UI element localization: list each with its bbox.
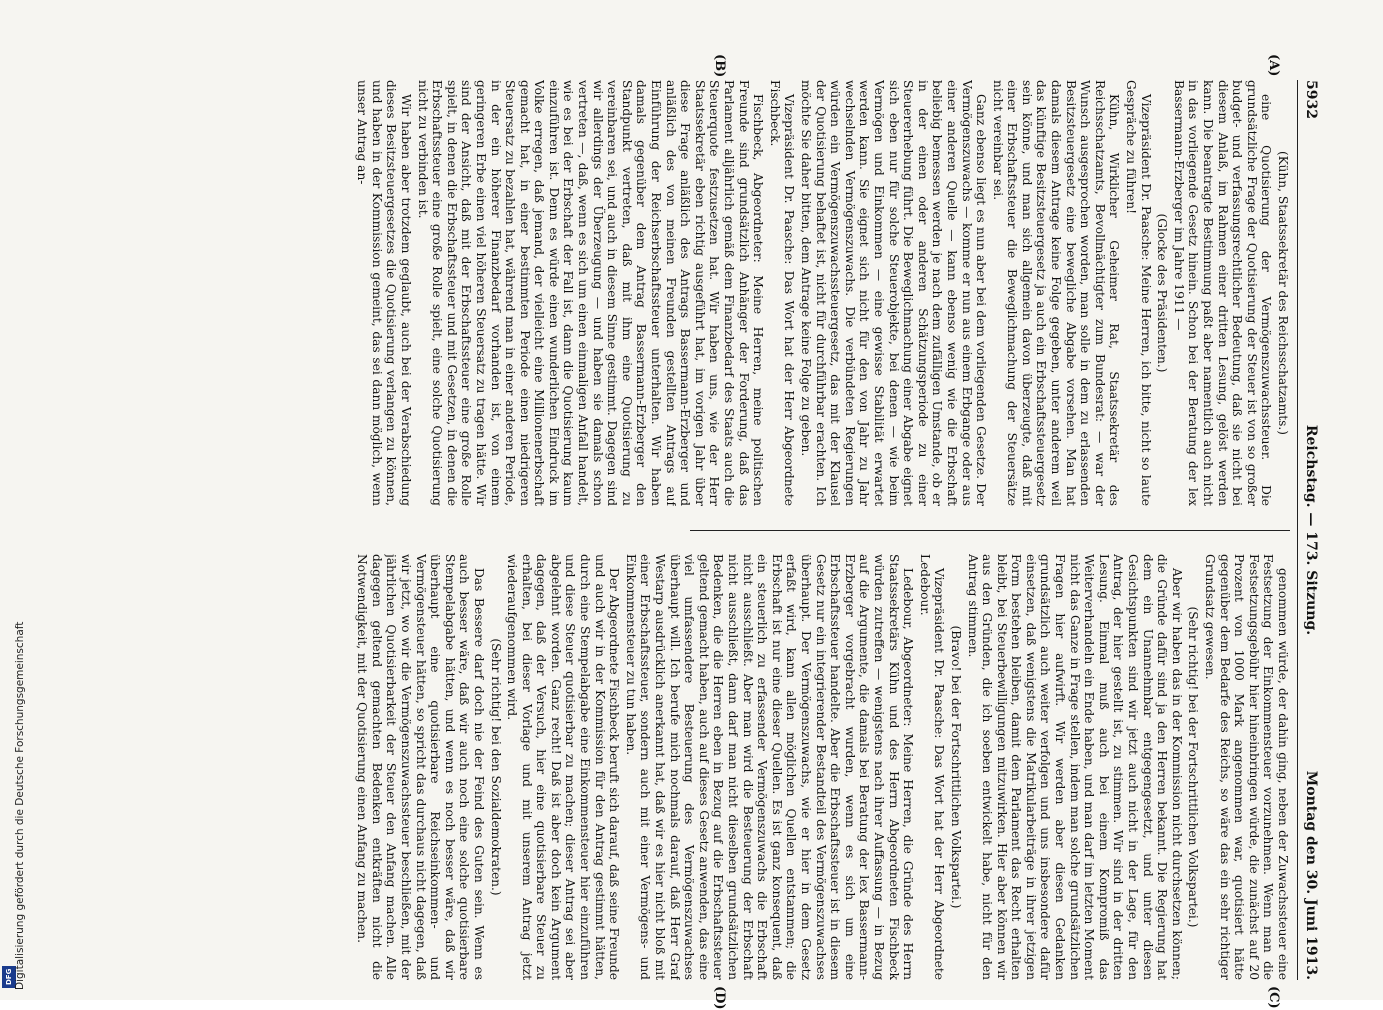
interjection: (Sehr richtig! bei den Sozialdemokraten.) xyxy=(488,638,503,896)
interjection: (Bravo! bei der Fortschrittlichen Volkspartei.) xyxy=(948,625,963,909)
paragraph: Kühn, Wirklicher Geheimer Rat, Staatssekretär des Reichsschatzamts, Bevollmächtigter zum Bundesrat: — war der Wunsch ausgesprochen worden, man solle in dem zu erlassenden Besitzsteuergesetz eine bewegliche Abgabe vorsehen. Man hat damals diesem Antrage keine Folge gegeben, unter anderem weil das künftige Besitzsteuergesetz ja auch ein Erbschaftssteuergesetz sein könne, und man sich allgemein davon überzeugte, daß mit einer Erbschaftssteuer die Beweglichmachung der Steuersätze nicht vereinbar sei. xyxy=(990,80,1122,506)
digitization-credit: Digitalisierung gefördert durch die Deutsche Forschungsgemeinschaft xyxy=(14,621,26,990)
marker-c: (C) xyxy=(1266,986,1281,1009)
paragraph: Wir haben aber trotzdem geglaubt, auch bei der Verabschiedung dieses Besitzsteuergesetzes die Quotisierung verlangen zu können, und haben in der Kommission gemeint, das sei dann möglich, wenn unser Antrag an- xyxy=(355,80,413,506)
interjection: (Glocke des Präsidenten.) xyxy=(1155,213,1170,373)
paragraph: Ledebour, Abgeordneter: Meine Herren, die Gründe des Herrn Staatssekretärs Kühn und des Herrn Abgeordneten Fischbeck würden zutreffen — wenigstens nach ihrer Auffassung — in Bezug auf die Argumente, die damals bei Beratung der lex Bassermann-Erzberger vorgebracht wurden, wenn es sich um eine Erbschaftssteuer handelte. Aber die Erbschaftssteuer ist in diesem Gesetz nur ein integrierender Bestandteil des Vermögenszuwachses überhaupt. Der Vermögenszuwachs, wie er hier in dem Gesetz erfaßt wird, kann allen möglichen Quellen entstammen; die Erbschaft ist nur eine dieser Quellen. Es ist ganz konsequent, daß ein steuerlich zu erfassender Vermögenszuwachs die Erbschaft nicht ausschließt. Aber man wird die Besteuerung der Erbschaft nicht ausschließt, dann darf man nicht dieselben grundsätzlichen Bedenken, die die Herren eben in Bezug auf die Erbschaftssteuer geltend gemacht haben, auch auf dieses Gesetz anwenden, das eine viel umfassendere Besteuerung des Vermögenszuwachses überhaupt will. Ich berufe mich nochmals darauf, daß Herr Graf Westarp ausdrücklich anerkannt hat, daß wir es hier nicht bloß mit einer Erbschaftssteuer, sondern auch mit einer Vermögens- und Einkommensteuer zu tun haben. xyxy=(623,554,916,980)
page-header xyxy=(1297,80,1320,980)
right-column xyxy=(353,554,1290,980)
page-number: 5932 xyxy=(1303,80,1319,119)
paragraph: Der Abgeordnete Fischbeck beruft sich darauf, daß seine Freunde und auch wir in der Kommission für den Antrag gestimmt hätten, durch eine Stempelabgabe eine Einkommensteuer hier einzuführen und diese Steuer quotisierbar zu machen; dieser Antrag sei aber abgelehnt worden. Ganz recht! Daß ist aber doch kein Argument dagegen, daß der Versuch, hier eine quotisierbare Steuer zu erhalten, bei dieser Vorlage und mit unserem Antrag jetzt wiederaufgenommen wird. xyxy=(505,554,622,980)
marker-b: (B) xyxy=(712,54,727,78)
paragraph: eine Quotisierung der Vermögenszuwachssteuer. Die grundsätzliche Frage der Quotisierung der Steuer ist von so großer budget- und verfassungsrechtlicher Bedeutung, daß sie nicht bei diesem Anlaß, im Rahmen einer dritten Lesung, gelöst werden kann. Die beantragte Bestimmung paßt aber namentlich auch nicht in das vorliegende Gesetz hinein. Schon bei der Beratung der lex Bassermann-Erzberger im Jahre 1911 — xyxy=(1171,80,1274,506)
paragraph: Vizepräsident Dr. Paasche: Meine Herren, ich bitte, nicht so laute Gespräche zu führen! xyxy=(1124,80,1153,506)
paragraph: Aber wir haben das in der Kommission nicht durchsetzen können; die Gründe dafür sind ja den Herren bekannt. Die Regierung hat dem ein Unannehmbar entgegengesetzt, und unter diesen Gesichtspunkten sind wir jetzt auch nicht in der Lage, für den Antrag, der hier gestellt ist, zu stimmen. Wir sind in der dritten Lesung. Einmal muß auch bei einem Kompromiß das Weiterverhandeln ein Ende haben, und man darf im letzten Moment nicht das Ganze in Frage stellen, indem man solche grundsätzlichen Fragen hier aufwirft. Wir werden aber diesen Gedanken grundsätzlich auch weiter verfolgen und uns insbesondere dafür einsetzen, daß wenigstens die Matrikularbeiträge in ihrer jetzigen Form bestehen bleiben, damit dem Parlament das Recht erhalten bleibt, bei Steuerbewilligungen mitzuwirken. Hier aber können wir aus den Gründen, die ich soeben entwickelt habe, nicht für den Antrag stimmen. xyxy=(965,554,1184,980)
paragraph: Das Bessere darf doch nie der Feind des Guten sein. Wenn es auch besser wäre, daß wir auch noch eine solche quotisierbare Stempelabgabe hätten, und wenn es noch besser wäre, daß wir überhaupt eine quotisierbare Reichseinkommen- und Vermögensteuer hätten, so spricht das durchaus nicht dagegen, daß wir jetzt, wo wir die Vermögenszuwachssteuer beschließen, mit der jährlichen Quotisierbarkeit der Steuer den Anfang machen. Alle dagegen geltend gemachten Bedenken entkräften nicht die Notwendigkeit, mit der Quotisierung einen Anfang zu machen. xyxy=(355,554,486,980)
paragraph: Ganz ebenso liegt es nun aber bei dem vorliegenden Gesetze. Der Vermögenszuwachs — komme er nun aus einem Erbgange oder aus einer anderen Quelle — kann ebenso wenig wie die Erbschaft beliebig bemessen werden je nach dem zufälligen Umstande, ob er in der einen oder anderen Schätzungsperiode zu einer Steuererhebung führt. Die Beweglichmachung einer Abgabe eignet sich eben nur für solche Steuerobjekte, bei denen — wie beim Vermögen und Einkommen — eine gewisse Stabilität erwartet werden kann. Sie eignet sich nicht für den von Jahr zu Jahr wechselnden Vermögenszuwachs. Die verbündeten Regierungen würden ein Vermögenszuwachssteuergesetz, das mit der Klausel der Quotisierung behaftet ist, nicht für durchführbar erachten. Ich möchte Sie daher bitten, dem Antrage keine Folge zu geben. xyxy=(799,80,989,506)
marker-a: (A) xyxy=(1266,54,1281,77)
paragraph: genommen würde, der dahin ging, neben der Zuwachssteuer eine Festsetzung der Einkommensteuer vorzunehmen. Wenn man die Festsetzungsgebühr hier hineinbringen würde, die zunächst auf 20 Prozent von 1000 Mark angenommen war, quotisiert hätte gegenüber dem Bedarfe des Reichs, so wäre das ein sehr richtiger Grundsatz gewesen. xyxy=(1203,554,1290,980)
column-divider xyxy=(690,530,1290,531)
left-column xyxy=(353,80,1290,506)
page-date: Montag den 30. Juni 1913. xyxy=(1303,770,1319,980)
paragraph: Vizepräsident Dr. Paasche: Das Wort hat der Herr Abgeordnete Fischbeck. xyxy=(767,80,797,506)
digitization-sidebar xyxy=(0,0,26,1000)
paragraph: Fischbeck, Abgeordneter: Meine Herren, meine politischen Freunde sind grundsätzlich Anhänger der Forderung, daß das Parlament alljährlich gemäß dem Finanzbedarf des Staats auch die Steuerquote festzusetzen hat. Wir haben uns, wie der Herr Staatssekretär eben richtig ausgeführt hat, im vorigen Jahr über diese Frage anläßlich des Antrags Bassermann-Erzberger und anläßlich des von meinen Freunden gestellten Antrags auf Einführung der Reichserbschaftssteuer unterhalten. Wir haben damals gegenüber dem Antrag Bassermann-Erzberger den Standpunkt vertreten, daß mit ihm eine Quotisierung zu vereinbaren sei, und auch in diesem Sinne gestimmt. Dagegen sind wir allerdings der Überzeugung — und haben sie damals schon vertreten —, daß, wenn es sich um einen einmaligen Anfall handelt, wie es bei der Erbschaft der Fall ist, dann die Quotisierung kaum einzuführen ist. Denn es würde einen wunderlichen Eindruck im Volke erregen, daß jemand, der vielleicht eine Millionenerbschaft gemacht hat, in einer bestimmten Periode einen niedrigeren Steuersatz zu bezahlen hat, während man in einer anderen Periode, in der ein höherer Finanzbedarf vorhanden ist, von einem geringeren Erbe einen viel höheren Steuersatz zu tragen hätte. Wir sind der Ansicht, daß mit der Erbschaftssteuer eine große Rolle spielt, in denen die Erbschaftssteuer und mit Gesetzen, in denen die Erbschaftssteuer eine große Rolle spielt, eine solche Quotisierung nicht zu verbinden ist. xyxy=(415,80,766,506)
speaker-continuation: (Kühn, Staatssekretär des Reichsschatzamts.) xyxy=(1276,150,1290,436)
rotated-document-page xyxy=(70,54,1320,1010)
interjection: (Sehr richtig! bei der Fortschrittlichen Volkspartei.) xyxy=(1186,606,1201,928)
page-title: Reichstag. — 173. Sitzung. xyxy=(1303,424,1319,636)
dfg-logo-icon: DFG xyxy=(2,966,16,988)
paragraph: Vizepräsident Dr. Paasche: Das Wort hat der Herr Abgeordnete Ledebour. xyxy=(917,554,947,980)
marker-d: (D) xyxy=(712,986,727,1010)
